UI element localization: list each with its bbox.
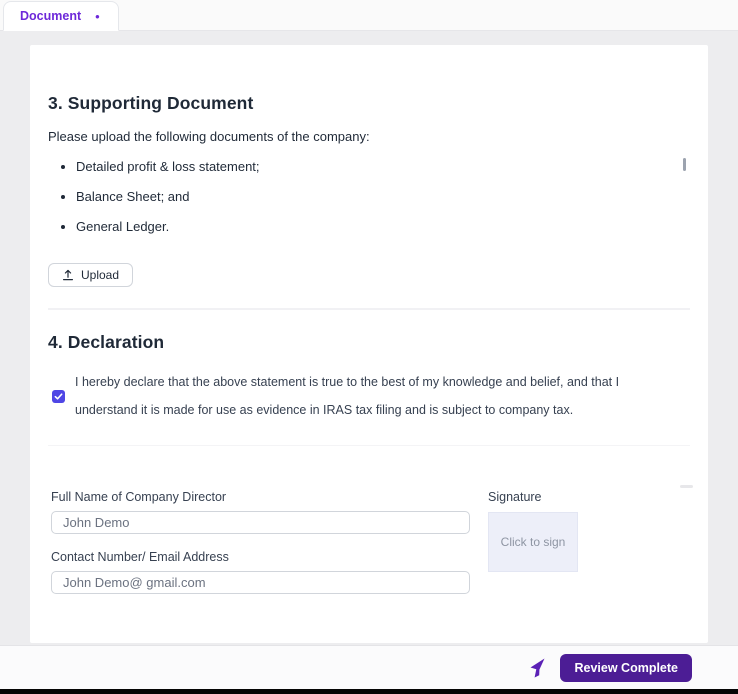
supporting-document-intro: Please upload the following documents of the company: (48, 129, 370, 144)
footer-bar (0, 645, 738, 689)
upload-icon (62, 269, 74, 281)
vertical-scrollbar-thumb[interactable] (683, 158, 686, 171)
horizontal-scrollbar-thumb[interactable] (680, 485, 693, 488)
contact-label: Contact Number/ Email Address (51, 550, 229, 564)
contact-input[interactable] (51, 571, 470, 594)
upload-button-label: Upload (81, 268, 120, 282)
tab-document[interactable] (3, 1, 119, 31)
declaration-checkbox[interactable] (52, 390, 65, 403)
section-divider (48, 308, 690, 310)
supporting-document-heading: 3. Supporting Document (48, 93, 254, 113)
tab-document-label: Document (20, 9, 82, 23)
form-left-column (51, 490, 470, 594)
signature-label: Signature (488, 490, 542, 504)
unsaved-changes-dot: • (95, 8, 100, 24)
window-bottom-edge (0, 689, 738, 694)
signature-pad[interactable] (488, 512, 578, 572)
director-name-input[interactable] (51, 511, 470, 534)
director-name-label: Full Name of Company Director (51, 490, 227, 504)
list-item: • General Ledger. (76, 219, 690, 234)
cursor-pointer-icon (527, 656, 547, 680)
declaration-statement: I hereby declare that the above statement is true to the best of my knowledge and belief, and that I understand it is made for use as evidence in IRAS tax filing and is subject to company tax. (75, 375, 620, 417)
document-card (30, 45, 708, 643)
declaration-row (48, 368, 690, 424)
section-divider (48, 445, 690, 446)
tab-bar (0, 0, 738, 31)
upload-button[interactable] (48, 263, 133, 287)
declaration-form (48, 490, 690, 594)
review-complete-button[interactable]: Review Complete (560, 654, 692, 682)
signature-placeholder: Click to sign (500, 535, 566, 549)
list-item: • Detailed profit & loss statement; (76, 159, 690, 174)
declaration-heading: 4. Declaration (48, 332, 165, 352)
required-documents-list (48, 159, 690, 234)
form-right-column (488, 490, 578, 594)
list-item: • Balance Sheet; and (76, 189, 690, 204)
